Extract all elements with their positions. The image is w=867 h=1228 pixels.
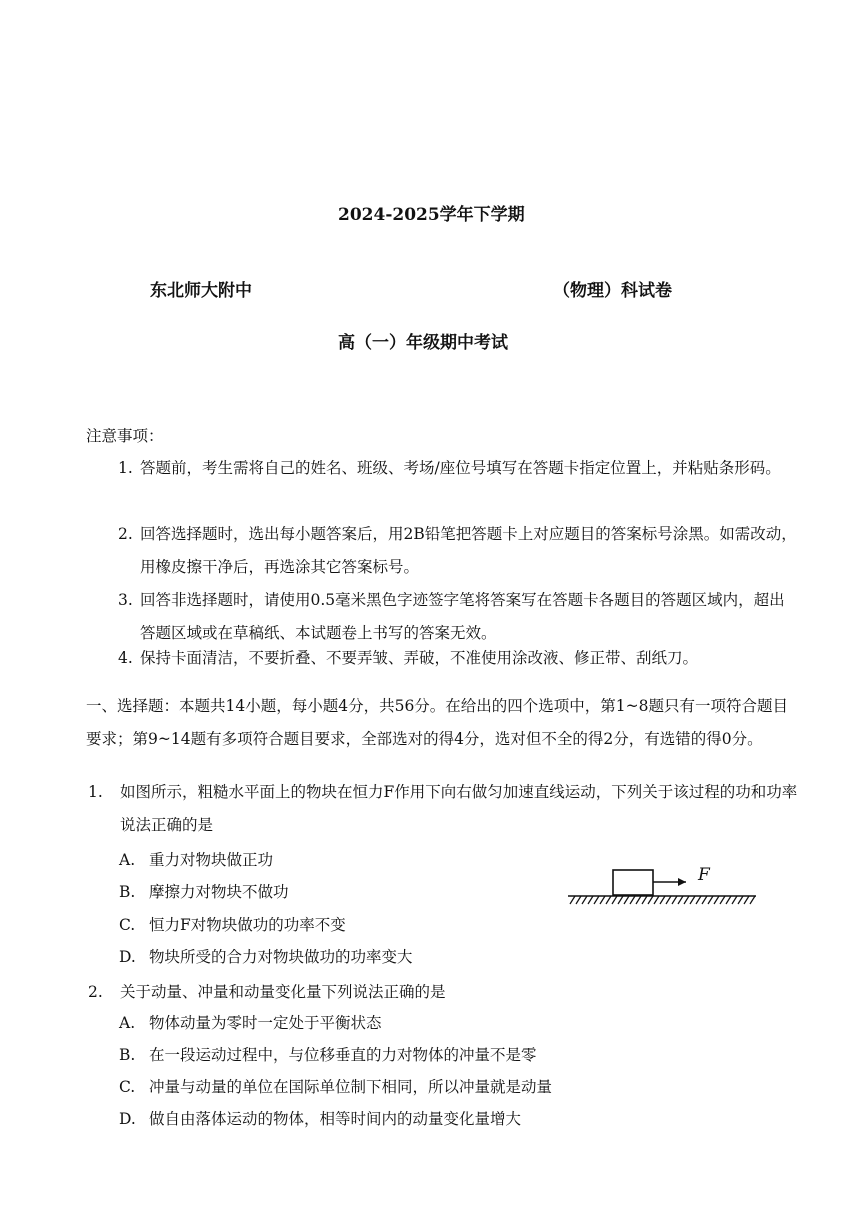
notice-item	[118, 518, 798, 584]
hatch-line	[690, 896, 695, 904]
hatch-line	[726, 896, 731, 904]
force-arrow-head	[678, 878, 686, 886]
question-1-option-c	[119, 913, 346, 935]
hatch-line	[666, 896, 671, 904]
hatch-line	[684, 896, 689, 904]
question-number: 2.	[88, 983, 103, 1001]
hatch-line	[636, 896, 641, 904]
notice-item	[118, 642, 798, 675]
hatch-line	[624, 896, 629, 904]
question-1-stem	[88, 776, 800, 842]
question-1-option-d	[119, 945, 413, 967]
hatch-line	[714, 896, 719, 904]
hatch-line	[738, 896, 743, 904]
question-2-option-a	[119, 1011, 382, 1033]
question-2-option-c	[119, 1075, 552, 1097]
question-text: 如图所示，粗糙水平面上的物块在恒力F作用下向右做匀加速直线运动，下列关于该过程的功和功率说法正确的是	[120, 783, 798, 834]
notice-item-text: 答题前，考生需将自己的姓名、班级、考场/座位号填写在答题卡指定位置上，并粘贴条形码。	[140, 459, 781, 477]
section-instructions-text: 一、选择题：本题共14小题，每小题4分，共56分。在给出的四个选项中，第1~8题只有一项符合题目要求；第9~14题有多项符合题目要求，全部选对的得4分，选对但不全的得2分，有选错的得0分。	[86, 697, 789, 748]
hatch-line	[594, 896, 599, 904]
option-label: C.	[119, 1078, 136, 1096]
hatch-line	[702, 896, 707, 904]
subject-title: （物理）科试卷	[553, 281, 672, 301]
question-number: 1.	[88, 783, 103, 801]
hatch-line	[672, 896, 677, 904]
question-2-option-b	[119, 1043, 537, 1065]
hatch-line	[648, 896, 653, 904]
option-text: 重力对物块做正功	[149, 851, 274, 869]
option-label: A.	[119, 851, 136, 869]
ground-hatching	[570, 896, 755, 904]
notice-item	[118, 584, 798, 650]
option-text: 摩擦力对物块不做功	[149, 883, 289, 901]
option-label: B.	[119, 1046, 136, 1064]
hatch-line	[750, 896, 755, 904]
option-text: 物体动量为零时一定处于平衡状态	[149, 1014, 382, 1032]
force-label: F	[698, 865, 710, 885]
notice-item	[118, 452, 798, 485]
notice-item-number: 2.	[118, 525, 133, 543]
option-label: D.	[119, 948, 136, 966]
school-name: 东北师大附中	[150, 281, 252, 301]
hatch-line	[708, 896, 713, 904]
hatch-line	[678, 896, 683, 904]
hatch-line	[576, 896, 581, 904]
option-text: 物块所受的合力对物块做功的功率变大	[149, 948, 413, 966]
hatch-line	[654, 896, 659, 904]
option-label: D.	[119, 1110, 136, 1128]
hatch-line	[582, 896, 587, 904]
hatch-line	[660, 896, 665, 904]
question-1-option-a	[119, 848, 273, 870]
hatch-line	[732, 896, 737, 904]
hatch-line	[720, 896, 725, 904]
section-instructions	[86, 690, 800, 756]
question-text: 关于动量、冲量和动量变化量下列说法正确的是	[120, 983, 446, 1001]
hatch-line	[600, 896, 605, 904]
option-text: 冲量与动量的单位在国际单位制下相同，所以冲量就是动量	[149, 1078, 553, 1096]
notice-item-number: 1.	[118, 459, 133, 477]
block-force-figure	[560, 858, 760, 912]
exam-year-line: 2024-2025学年下学期	[338, 205, 525, 225]
hatch-line	[696, 896, 701, 904]
option-text: 恒力F对物块做功的功率不变	[149, 916, 346, 934]
option-label: B.	[119, 883, 136, 901]
hatch-line	[630, 896, 635, 904]
notice-item-text: 回答选择题时，选出每小题答案后，用2B铅笔把答题卡上对应题目的答案标号涂黑。如需改动，用橡皮擦干净后，再选涂其它答案标号。	[140, 525, 797, 576]
option-text: 做自由落体运动的物体，相等时间内的动量变化量增大	[149, 1110, 522, 1128]
exam-title: 高（一）年级期中考试	[338, 333, 508, 353]
notice-item-text: 保持卡面清洁，不要折叠、不要弄皱、弄破，不准使用涂改液、修正带、刮纸刀。	[140, 649, 699, 667]
notice-item-number: 3.	[118, 591, 133, 609]
hatch-line	[618, 896, 623, 904]
hatch-line	[642, 896, 647, 904]
question-1-option-b	[119, 880, 289, 902]
question-2-stem	[88, 976, 800, 1009]
option-text: 在一段运动过程中，与位移垂直的力对物体的冲量不是零	[149, 1046, 537, 1064]
hatch-line	[612, 896, 617, 904]
option-label: A.	[119, 1014, 136, 1032]
notice-item-number: 4.	[118, 649, 133, 667]
hatch-line	[606, 896, 611, 904]
notice-item-text: 回答非选择题时，请使用0.5毫米黑色字迹签字笔将答案写在答题卡各题目的答题区域内，超出答题区域或在草稿纸、本试题卷上书写的答案无效。	[140, 591, 785, 642]
option-label: C.	[119, 916, 136, 934]
block-shape	[613, 870, 653, 895]
hatch-line	[588, 896, 593, 904]
question-2-option-d	[119, 1107, 521, 1129]
hatch-line	[744, 896, 749, 904]
hatch-line	[570, 896, 575, 904]
notice-heading: 注意事项：	[86, 427, 164, 445]
